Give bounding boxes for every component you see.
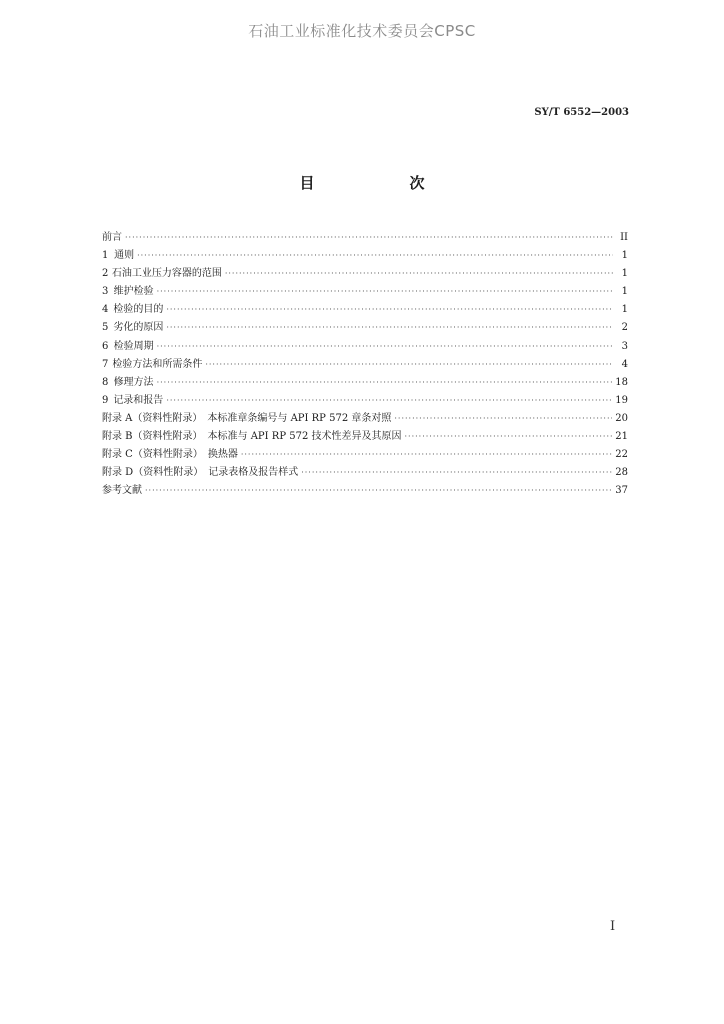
toc-entry-page: 21 <box>615 431 628 443</box>
toc-entry-label: 检验周期 <box>113 340 154 352</box>
toc-entry-page: 1 <box>621 250 628 262</box>
toc-entry-label: 维护检验 <box>113 286 154 298</box>
toc-entry-3[interactable] <box>102 283 628 301</box>
toc-entry-number: 6 <box>102 340 109 352</box>
toc-leader-dots <box>166 301 613 319</box>
toc-leader-dots <box>137 247 613 265</box>
toc-leader-dots <box>157 283 613 301</box>
toc-entry-appendix-d[interactable] <box>102 464 628 482</box>
toc-entry-label: 劣化的原因 <box>113 322 164 334</box>
toc-entry-label: 记录和报告 <box>113 394 164 406</box>
toc-entry-page: 1 <box>621 268 628 280</box>
toc-entry-label: 通则 <box>114 250 135 262</box>
toc-leader-dots <box>241 446 612 464</box>
toc-entry-page: 1 <box>621 304 628 316</box>
page-number: I <box>610 919 616 934</box>
toc-entry-number: 9 <box>102 394 109 406</box>
toc-entry-number: 1 <box>102 250 109 262</box>
toc-entry-label: 石油工业压力容器的范围 <box>111 268 222 280</box>
toc-leader-dots <box>145 482 612 500</box>
toc-entry-number: 3 <box>102 286 109 298</box>
toc-entry-page: 18 <box>615 376 628 388</box>
toc-entry-label: 修理方法 <box>113 376 154 388</box>
toc-title: 目 次 <box>299 174 465 192</box>
toc-entry-page: 28 <box>615 467 628 479</box>
toc-entry-label: 参考文献 <box>102 485 142 497</box>
toc-leader-dots <box>125 229 613 247</box>
toc-entry-page: 37 <box>615 485 628 497</box>
toc-entry-1[interactable] <box>102 247 628 265</box>
toc-entry-appendix-b[interactable] <box>102 428 628 446</box>
toc-leader-dots <box>405 428 613 446</box>
toc-entry-appendix-c[interactable] <box>102 446 628 464</box>
toc-entry-page: 1 <box>621 286 628 298</box>
toc-entry-7[interactable] <box>102 356 628 374</box>
toc-entry-label: 检验方法和所需条件 <box>112 358 203 370</box>
toc-entry-label: 附录 C（资料性附录） 换热器 <box>102 449 238 461</box>
toc-entry-references[interactable] <box>102 482 628 500</box>
toc-entry-page: 20 <box>615 412 628 424</box>
toc-entry-6[interactable] <box>102 338 628 356</box>
table-of-contents <box>102 229 628 500</box>
toc-entry-page: 2 <box>621 322 628 334</box>
toc-entry-page: 19 <box>615 394 628 406</box>
toc-leader-dots <box>157 338 613 356</box>
toc-entry-number: 2 <box>102 268 109 280</box>
toc-entry-foreword[interactable] <box>102 229 628 247</box>
toc-entry-label: 检验的目的 <box>113 304 164 316</box>
toc-leader-dots <box>166 319 613 337</box>
toc-entry-4[interactable] <box>102 301 628 319</box>
toc-entry-label: 附录 B（资料性附录） 本标准与 API RP 572 技术性差异及其原因 <box>102 431 402 443</box>
toc-entry-number: 5 <box>102 322 109 334</box>
toc-leader-dots <box>301 464 612 482</box>
toc-entry-label: 前言 <box>102 232 122 243</box>
toc-entry-page: 22 <box>615 449 628 461</box>
toc-entry-5[interactable] <box>102 319 628 337</box>
watermark-text: 石油工业标准化技术委员会CPSC <box>248 22 476 40</box>
toc-entry-label: 附录 D（资料性附录） 记录表格及报告样式 <box>102 467 299 479</box>
toc-entry-page: 3 <box>621 340 628 352</box>
toc-entry-page: 4 <box>621 358 628 370</box>
toc-entry-number: 4 <box>102 304 109 316</box>
toc-entry-page: II <box>620 232 628 243</box>
toc-entry-2[interactable] <box>102 265 628 283</box>
standard-code: SY/T 6552—2003 <box>534 107 629 118</box>
toc-leader-dots <box>205 356 613 374</box>
toc-entry-8[interactable] <box>102 374 628 392</box>
toc-leader-dots <box>157 374 613 392</box>
toc-leader-dots <box>166 392 612 410</box>
toc-entry-9[interactable] <box>102 392 628 410</box>
toc-leader-dots <box>225 265 613 283</box>
toc-entry-number: 7 <box>102 358 109 370</box>
toc-entry-appendix-a[interactable] <box>102 410 628 428</box>
toc-entry-number: 8 <box>102 376 109 388</box>
toc-entry-label: 附录 A（资料性附录） 本标准章条编号与 API RP 572 章条对照 <box>102 412 392 424</box>
toc-leader-dots <box>394 410 612 428</box>
